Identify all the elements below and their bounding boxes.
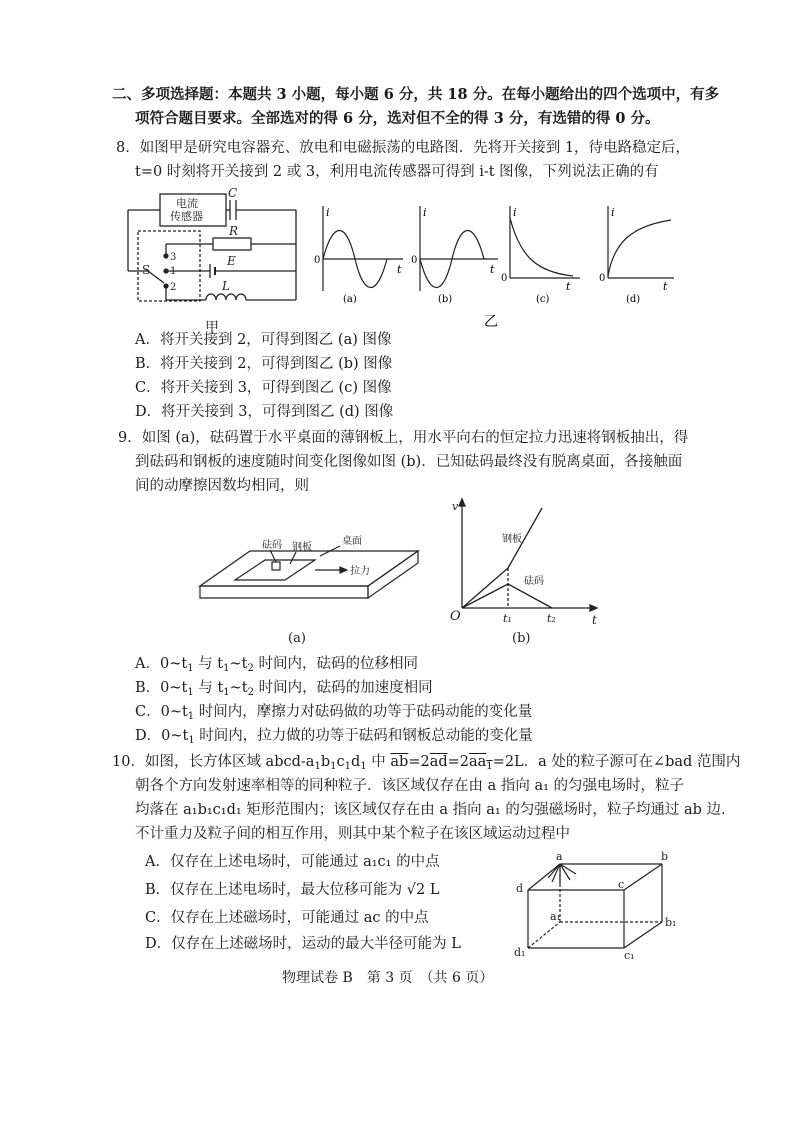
sub: 1 (187, 711, 195, 722)
vertex-c: c (618, 878, 625, 891)
q8-option-d: D．将开关接到 3，可得到图乙 (d) 图像 (135, 404, 394, 420)
q8-figures (118, 186, 678, 336)
sub: 1 (486, 761, 493, 772)
fig-b-vt-graph (459, 499, 597, 611)
label-plate-line: 钢板 (502, 534, 522, 545)
label-S: S (142, 263, 151, 277)
axis-i: i (611, 206, 615, 219)
axis-i: i (513, 206, 517, 219)
axis-t: t (397, 263, 402, 276)
text: d (350, 754, 361, 770)
q10-stem-line3: 均落在 a₁b₁c₁d₁ 矩形范围内；该区域仅存在由 a 指向 a₁ 的匀强磁场时，粒子均通过 ab 边． (135, 802, 736, 818)
terminal-1: 1 (170, 266, 177, 277)
q8-stem-line1: 8．如图甲是研究电容器充、放电和电磁振荡的电路图．先将开关接到 1，待电路稳定后， (116, 140, 691, 156)
graph-label: (b) (438, 294, 453, 305)
label-E: E (227, 254, 236, 268)
sub: 1 (360, 761, 367, 772)
page-footer: 物理试卷 B 第 3 页 （共 6 页） (282, 970, 494, 986)
q8-option-b: B．将开关接到 2，可得到图乙 (b) 图像 (135, 356, 393, 372)
q9-stem-line1: 9．如图 (a)，砝码置于水平桌面的薄钢板上，用水平向右的恒定拉力迅速将钢板抽出，得 (118, 430, 689, 446)
fig-b-caption: (b) (512, 631, 531, 646)
vertex-b: b (661, 850, 669, 863)
q9-option-d (135, 726, 533, 751)
text: aa (469, 754, 487, 770)
axis-v: v (452, 500, 459, 513)
text: 10．如图，长方体区域 abcd-a (112, 754, 315, 770)
axis-i: i (423, 206, 427, 219)
q8-option-a: A．将开关接到 2，可得到图乙 (a) 图像 (135, 332, 392, 348)
table-front (200, 586, 368, 598)
caption-yi: 乙 (484, 314, 498, 330)
text: 时间内，摩擦力对砝码做的功等于砝码动能的变化量 (194, 704, 533, 720)
graph-a (314, 206, 403, 305)
graph-c (501, 206, 580, 305)
sub: 1 (187, 687, 194, 698)
fig-a-caption: (a) (288, 631, 306, 646)
resistor-R (213, 238, 251, 250)
sub: 1 (187, 663, 194, 674)
q10-cuboid-figure (500, 848, 700, 960)
label-table: 桌面 (342, 536, 362, 547)
tick-t2: t₂ (547, 612, 556, 625)
text: b (320, 754, 331, 770)
text: 中 (366, 754, 391, 770)
label-L: L (222, 279, 230, 293)
graph-b (411, 206, 498, 305)
vertex-d: d (516, 882, 524, 895)
inductor-L (206, 294, 246, 300)
label-R: R (229, 224, 239, 238)
label-pull: 拉力 (350, 566, 370, 577)
vertex-a: a (556, 850, 563, 863)
axis-i: i (326, 206, 330, 219)
overline-ad: $\overline{ad}$ (429, 754, 448, 770)
origin-zero: 0 (599, 273, 606, 284)
axis-t: t (592, 613, 597, 627)
section-header-line1: 二、多项选择题：本题共 3 小题，每小题 6 分，共 18 分。在每小题给出的四个选项中，有多 (112, 86, 720, 103)
vertex-a1: a₁ (550, 910, 561, 923)
section-header-line2: 项符合题目要求。全部选对的得 6 分，选对但不全的得 3 分，有选错的得 0 分。 (135, 110, 660, 127)
axis-t: t (663, 280, 668, 293)
sub: 2 (247, 663, 254, 674)
text: A．0~t (135, 656, 188, 672)
label-weight-line: 砝码 (524, 576, 544, 587)
text: =2 (447, 754, 469, 770)
sub: 2 (247, 687, 255, 698)
axis-t: t (490, 263, 495, 276)
table-side (368, 551, 418, 598)
sensor-label-1: 电流 (176, 197, 198, 210)
text: =2 (408, 754, 430, 770)
origin-zero: 0 (501, 273, 508, 284)
graph-label: (d) (626, 294, 641, 305)
q9-stem-line2: 到砝码和钢板的速度随时间变化图像如图 (b)．已知砝码最终没有脱离桌面，各接触面 (135, 454, 683, 470)
label-weight: 砝码 (262, 540, 282, 551)
terminal-2: 2 (170, 282, 177, 293)
axis-t: t (566, 280, 571, 293)
q9-option-c (135, 702, 532, 727)
sub: 1 (223, 663, 230, 674)
label-plate: 钢板 (292, 542, 312, 553)
sub: 1 (330, 761, 337, 772)
q10-stem-line1 (112, 752, 740, 777)
sensor-label-2: 传感器 (170, 210, 203, 223)
vertex-c1: c₁ (624, 949, 635, 960)
text: B．0~t (135, 680, 188, 696)
weight-block (272, 562, 280, 570)
q9-figures (190, 496, 630, 648)
q10-option-d: D．仅存在上述磁场时，运动的最大半径可能为 L (145, 936, 461, 952)
overline-ab: $\overline{ab}$ (390, 754, 409, 770)
text: c (336, 754, 345, 770)
q10-option-a: A．仅存在上述电场时，可能通过 a₁c₁ 的中点 (145, 854, 440, 870)
text: 与 t (193, 680, 224, 696)
text: ~t (229, 680, 248, 696)
text: 时间内，砝码的位移相同 (253, 656, 418, 672)
text: 时间内，拉力做的功等于砝码和钢板总动能的变化量 (194, 728, 533, 744)
vertex-d1: d₁ (514, 946, 526, 959)
origin-O: O (450, 609, 461, 624)
origin-zero: 0 (314, 255, 321, 266)
q9-stem-line3: 间的动摩擦因数均相同，则 (135, 478, 309, 494)
q9-option-a (135, 654, 418, 679)
graph-label: (c) (536, 294, 550, 305)
text: 时间内，砝码的加速度相同 (254, 680, 433, 696)
q10-stem-line2: 朝各个方向发射速率相等的同种粒子．该区域仅存在由 a 指向 a₁ 的匀强电场时，粒子 (135, 778, 685, 794)
q8-option-c: C．将开关接到 3，可得到图乙 (c) 图像 (135, 380, 392, 396)
text: ~t (229, 656, 248, 672)
table-top (200, 551, 418, 586)
q10-stem-line4: 不计重力及粒子间的相互作用，则其中某个粒子在该区域运动过程中 (135, 826, 570, 842)
origin-zero: 0 (411, 255, 418, 266)
text: =2L．a 处的粒子源可在∠bad 范围内 (492, 754, 741, 770)
q10-option-b: B．仅存在上述电场时，最大位移可能为 √2 L (145, 882, 440, 898)
q10-option-c: C．仅存在上述磁场时，可能通过 ac 的中点 (145, 910, 429, 926)
label-C: C (228, 186, 238, 200)
graph-d (599, 206, 674, 305)
sub: 1 (314, 761, 321, 772)
circuit-diagram (128, 194, 296, 301)
sub: 1 (223, 687, 230, 698)
caption-jia: 甲 (205, 320, 219, 336)
tick-t1: t₁ (503, 612, 512, 625)
text: 与 t (193, 656, 224, 672)
vertex-b1: b₁ (665, 916, 677, 929)
weight-line-2 (508, 584, 552, 608)
sub: 1 (188, 735, 195, 746)
q8-stem-line2: t=0 时刻将开关接到 2 或 3，利用电流传感器可得到 i-t 图像，下列说法正确的有 (135, 164, 659, 180)
text: D．0~t (135, 728, 189, 744)
text: C．0~t (135, 704, 188, 720)
sub: 1 (344, 761, 351, 772)
overline-aa1 (469, 754, 493, 770)
q9-option-b (135, 678, 433, 703)
terminal-3: 3 (170, 252, 177, 263)
graph-label: (a) (343, 294, 357, 305)
fig-a-table (200, 546, 418, 598)
